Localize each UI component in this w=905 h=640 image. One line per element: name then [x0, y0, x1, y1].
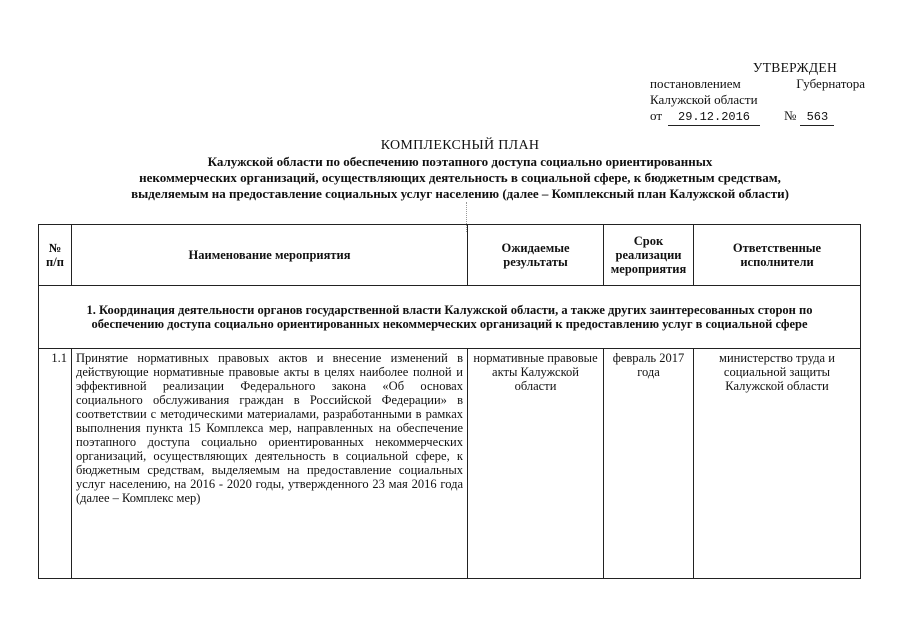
header-term: Срок реализации мероприятия [604, 225, 694, 286]
plan-subtitle-3: выделяемым на предоставление социальных услуг населению (далее – Комплексный план Калужской области) [131, 186, 789, 201]
approval-line1 [650, 76, 865, 92]
plan-table [38, 224, 861, 579]
header-executor: Ответственные исполнители [694, 225, 861, 286]
number-prefix: № [784, 108, 797, 123]
header-name: Наименование мероприятия [72, 225, 468, 286]
approval-date-line [650, 108, 865, 126]
plan-heading: КОМПЛЕКСНЫЙ ПЛАН [380, 138, 540, 153]
approval-date: 29.12.2016 [668, 109, 760, 126]
table-row [39, 349, 861, 579]
plan-subtitle-2: некоммерческих организаций, осуществляющих деятельность в социальной сфере, к бюджетным средствам, [139, 170, 781, 185]
approval-number: 563 [800, 109, 834, 126]
approval-title: УТВЕРЖДЕН [752, 60, 837, 75]
approval-decree: постановлением [650, 76, 741, 91]
header-num: № п/п [39, 225, 72, 286]
approval-region: Калужской области [650, 92, 758, 107]
approval-stamp [650, 60, 865, 126]
row-executor: министерство труда и социальной защиты Калужской области [694, 349, 861, 579]
plan-subtitle-1: Калужской области по обеспечению поэтапного доступа социально ориентированных [207, 154, 713, 169]
row-term: февраль 2017 года [604, 349, 694, 579]
row-name: Принятие нормативных правовых актов и внесение изменений в действующие нормативные правовые акты в целях наиболее полной и эффективной реализации Федерального закона «Об основах социального обслуживания граждан в Российской Федерации» в соответствии с методическими материалами, разработанными в рамках выполнения пункта 15 Комплекса мер, направленных на обеспечение поэтапного доступа социально ориентированных некоммерческих организаций, осуществляющих деятельность в социальной сфере, к бюджетным средствам, выделяемым на предоставление социальных услуг населению, на 2016 - 2020 годы, утвержденного 23 мая 2016 года (далее – Комплекс мер) [72, 349, 468, 579]
section-title: 1. Координация деятельности органов государственной власти Калужской области, а также других заинтересованных сторон по обеспечению доступа социально ориентированных некоммерческих организаций к предоставлению услуг в социальной сфере [39, 286, 861, 349]
section-row [39, 286, 861, 349]
row-result: нормативные правовые акты Калужской области [468, 349, 604, 579]
approval-governor: Губернатора [796, 76, 865, 91]
table-header-row [39, 225, 861, 286]
row-num: 1.1 [39, 349, 72, 579]
header-result: Ожидаемые результаты [468, 225, 604, 286]
date-prefix: от [650, 108, 663, 123]
document-title [60, 138, 860, 202]
